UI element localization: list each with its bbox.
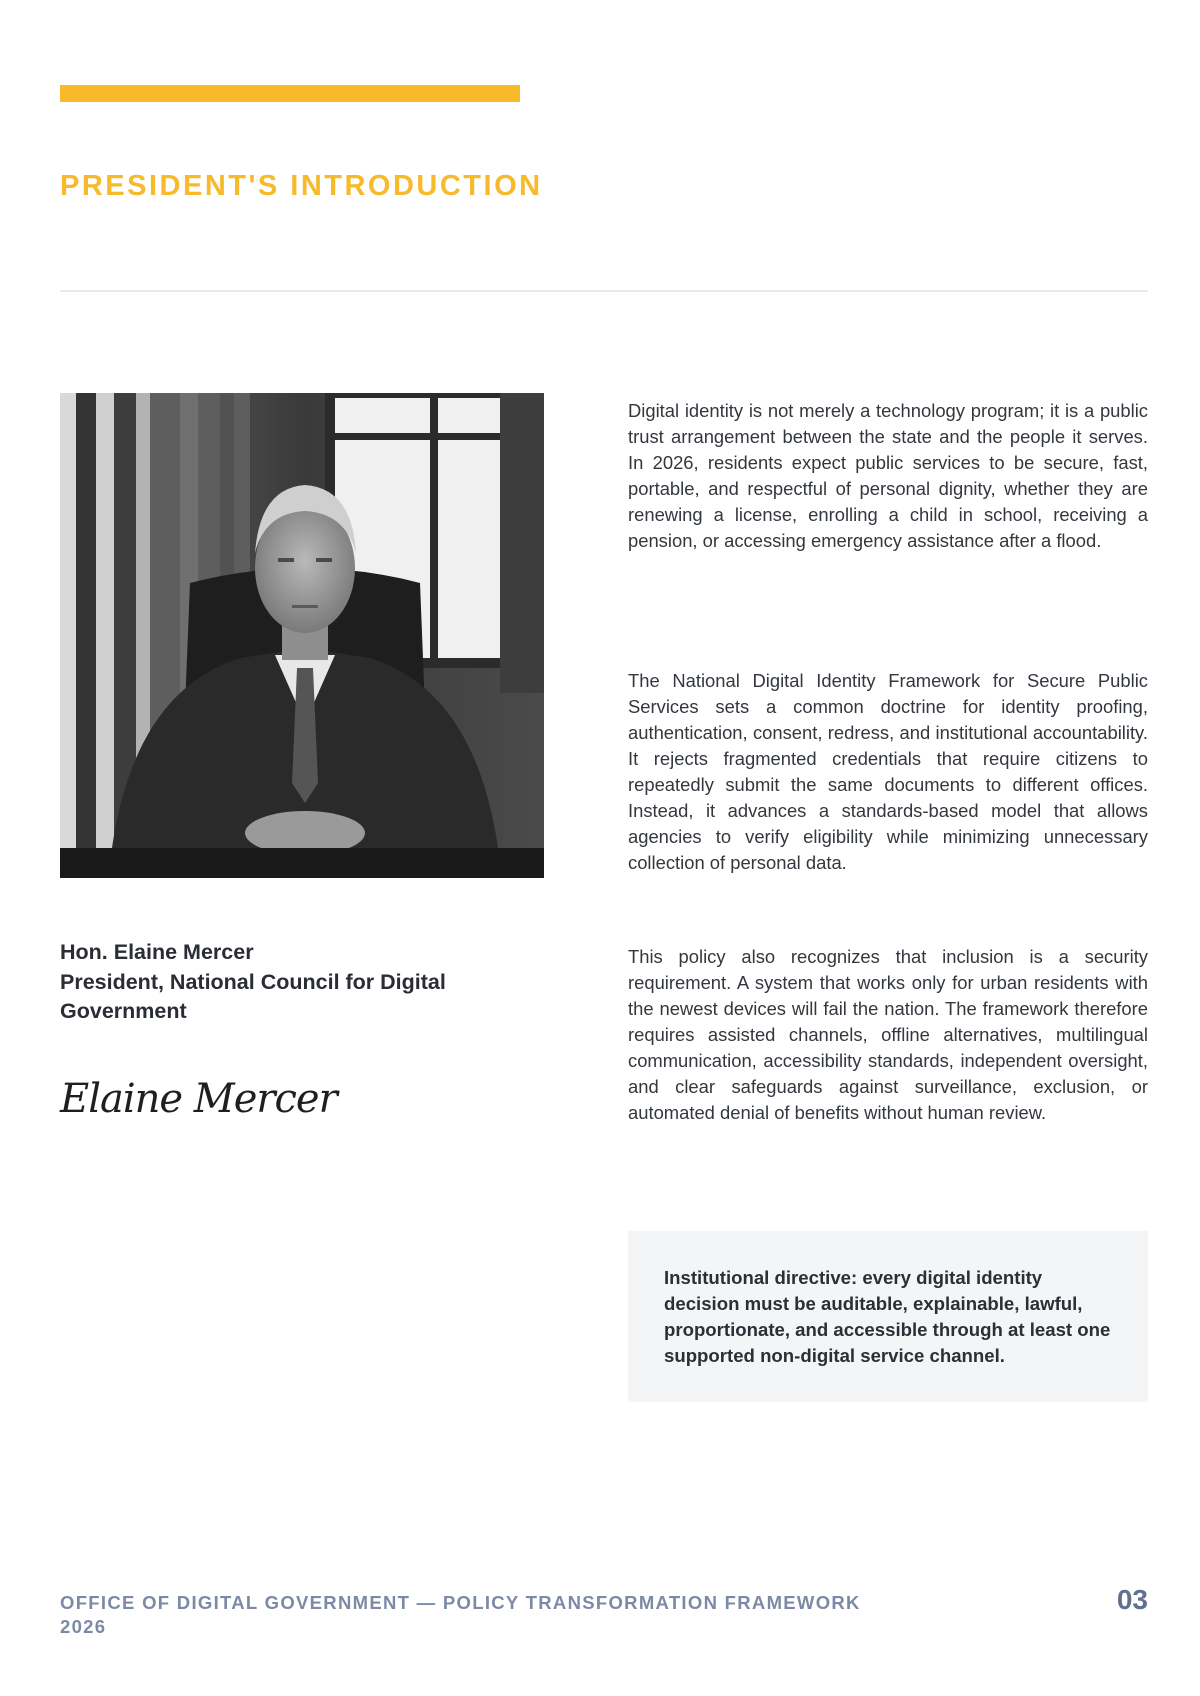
signatory-info [60,938,530,1027]
footer-label: OFFICE OF DIGITAL GOVERNMENT — POLICY TRANSFORMATION FRAMEWORK 2026 [60,1592,861,1637]
header-divider [60,290,1148,292]
directive-callout [628,1231,1148,1402]
signature [58,1060,378,1140]
signatory-role: President, National Council for Digital Government [60,969,446,1023]
intro-paragraph-3: This policy also recognizes that inclusion is a security requirement. A system that works only for urban residents with the newest devices will fail the nation. The framework therefore requires assisted channels, offline alternatives, multilingual communication, accessibility standards, independent oversight, and clear safeguards against surveillance, exclusion, or automated denial of benefits without human review. [628,946,1148,1123]
directive-text: Institutional directive: every digital identity decision must be auditable, explainable, lawful, proportionate, and accessible through at least one supported non-digital service channel. [664,1267,1111,1366]
signatory-name: Hon. Elaine Mercer [60,940,254,964]
intro-paragraph-1: Digital identity is not merely a technology program; it is a public trust arrangement between the state and the people it serves. In 2026, residents expect public services to be secure, fast, portable, and respectful of personal dignity, whether they are renewing a license, enrolling a child in school, receiving a pension, or accessing emergency assistance after a flood. [628,400,1148,551]
page-number: 03 [1116,1584,1148,1615]
president-portrait [60,393,544,878]
svg-text:Elaine Mercer: Elaine Mercer [60,1076,337,1122]
header-accent-bar [60,85,520,102]
portrait-photo-icon [60,393,544,878]
page-title: PRESIDENT'S INTRODUCTION [60,170,543,202]
intro-paragraph-2: The National Digital Identity Framework for Secure Public Services sets a common doctrine for identity proofing, authentication, consent, redress, and institutional accountability. It rejects fragmented credentials that require citizens to repeatedly submit the same documents to different offices. Instead, it advances a standards-based model that allows agencies to verify eligibility while minimizing unnecessary collection of personal data. [628,670,1148,873]
